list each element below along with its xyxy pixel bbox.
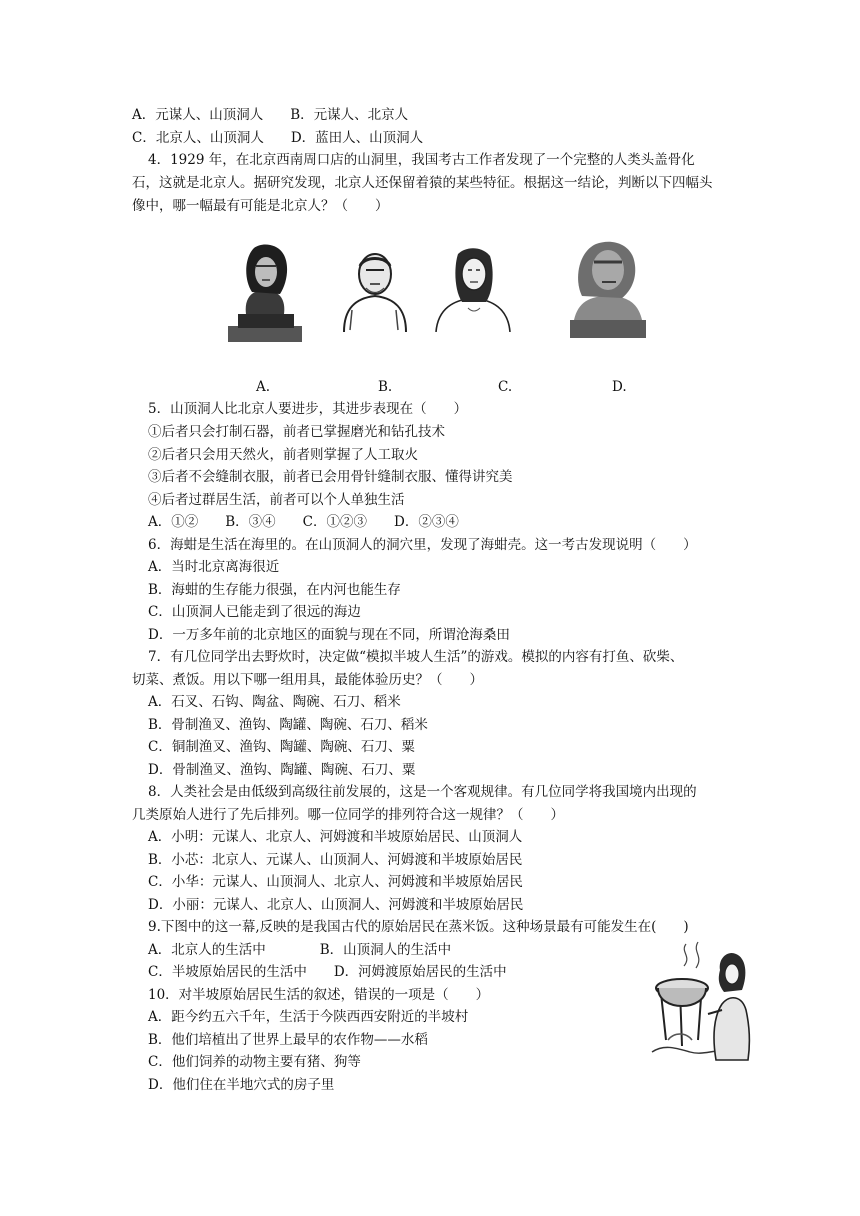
q4-stem-line-3: 像中，哪一幅最有可能是北京人？（ ） bbox=[132, 198, 389, 214]
q5-stem: 5．山顶洞人比北京人要进步，其进步表现在（ ） bbox=[148, 401, 468, 417]
q10-option-c: C．他们饲养的动物主要有猪、狗等 bbox=[148, 1054, 361, 1070]
q10-stem: 10．对半坡原始居民生活的叙述，错误的一项是（ ） bbox=[148, 987, 490, 1003]
q3-options-row-2: C．北京人、山顶洞人 D．蓝田人、山顶洞人 bbox=[132, 130, 424, 146]
q5-item-1: ①后者只会打制石器，前者已掌握磨光和钻孔技术 bbox=[148, 424, 445, 440]
q6-option-c: C．山顶洞人已能走到了很远的海边 bbox=[148, 604, 361, 620]
q4-stem-line-2: 石，这就是北京人。据研究发现，北京人还保留着猿的某些特征。根据这一结论，判断以下四幅头 bbox=[132, 175, 713, 191]
option-b-label: B. bbox=[378, 379, 393, 395]
q6-option-b: B．海蚶的生存能力很强，在内河也能生存 bbox=[148, 582, 401, 598]
option-a-label: A. bbox=[256, 379, 271, 395]
q8-stem-line-2: 几类原始人进行了先后排列。哪一位同学的排列符合这一规律？（ ） bbox=[132, 807, 564, 823]
q7-option-b: B．骨制渔叉、渔钩、陶罐、陶碗、石刀、稻米 bbox=[148, 717, 428, 733]
bust-a-image bbox=[222, 240, 308, 344]
q5-item-4: ④后者过群居生活，前者可以个人单独生活 bbox=[148, 492, 405, 508]
q6-option-a: A．当时北京离海很近 bbox=[148, 559, 280, 575]
q10-option-a: A．距今约五六千年，生活于今陕西西安附近的半坡村 bbox=[148, 1009, 469, 1025]
bust-d-image bbox=[560, 236, 656, 340]
q7-stem-line-2: 切菜、煮饭。用以下哪一组用具，最能体验历史？（ ） bbox=[132, 672, 483, 688]
q9-stem: 9.下图中的这一幕,反映的是我国古代的原始居民在蒸米饭。这种场景最有可能发生在( ) bbox=[148, 919, 689, 935]
q8-stem-line-1: 8．人类社会是由低级到高级往前发展的，这是一个客观规律。有几位同学将我国境内出现的 bbox=[148, 784, 697, 800]
q9-options-row-2: C．半坡原始居民的生活中 D．河姆渡原始居民的生活中 bbox=[148, 964, 507, 980]
q7-option-c: C．铜制渔叉、渔钩、陶罐、陶碗、石刀、粟 bbox=[148, 739, 415, 755]
figure-c-image bbox=[432, 246, 514, 332]
q8-option-b: B．小芯：北京人、元谋人、山顶洞人、河姆渡和半坡原始居民 bbox=[148, 852, 523, 868]
q5-options: A．①② B．③④ C．①②③ D．②③④ bbox=[148, 514, 459, 530]
q8-option-d: D．小丽：元谋人、北京人、山顶洞人、河姆渡和半坡原始居民 bbox=[148, 897, 524, 913]
q9-options-row-1: A．北京人的生活中 B．山顶洞人的生活中 bbox=[148, 942, 452, 958]
q7-option-a: A．石叉、石钩、陶盆、陶碗、石刀、稻米 bbox=[148, 694, 401, 710]
q3-options-row-1: A．元谋人、山顶洞人 B．元谋人、北京人 bbox=[132, 107, 409, 123]
q10-option-d: D．他们住在半地穴式的房子里 bbox=[148, 1077, 335, 1093]
q7-stem-line-1: 7．有几位同学出去野炊时，决定做“模拟半坡人生活”的游戏。模拟的内容有打鱼、砍柴、 bbox=[148, 649, 684, 665]
q7-option-d: D．骨制渔叉、渔钩、陶罐、陶碗、石刀、粟 bbox=[148, 762, 416, 778]
q5-item-2: ②后者只会用天然火，前者则掌握了人工取火 bbox=[148, 447, 418, 463]
q8-option-a: A．小明：元谋人、北京人、河姆渡和半坡原始居民、山顶洞人 bbox=[148, 829, 523, 845]
option-c-label: C. bbox=[498, 379, 513, 395]
q10-option-b: B．他们培植出了世界上最早的农作物——水稻 bbox=[148, 1032, 428, 1048]
steaming-rice-illustration bbox=[646, 940, 758, 1062]
q6-stem: 6．海蚶是生活在海里的。在山顶洞人的洞穴里，发现了海蚶壳。这一考古发现说明（ ） bbox=[148, 537, 697, 553]
q4-stem-line-1: 4．1929 年，在北京西南周口店的山洞里，我国考古工作者发现了一个完整的人类头盖骨化 bbox=[148, 152, 695, 168]
option-d-label: D. bbox=[612, 379, 627, 395]
q5-item-3: ③后者不会缝制衣服，前者已会用骨针缝制衣服、懂得讲究美 bbox=[148, 469, 513, 485]
figure-b-image bbox=[336, 250, 414, 332]
q8-option-c: C．小华：元谋人、山顶洞人、北京人、河姆渡和半坡原始居民 bbox=[148, 874, 523, 890]
q6-option-d: D．一万多年前的北京地区的面貌与现在不同，所谓沧海桑田 bbox=[148, 627, 510, 643]
